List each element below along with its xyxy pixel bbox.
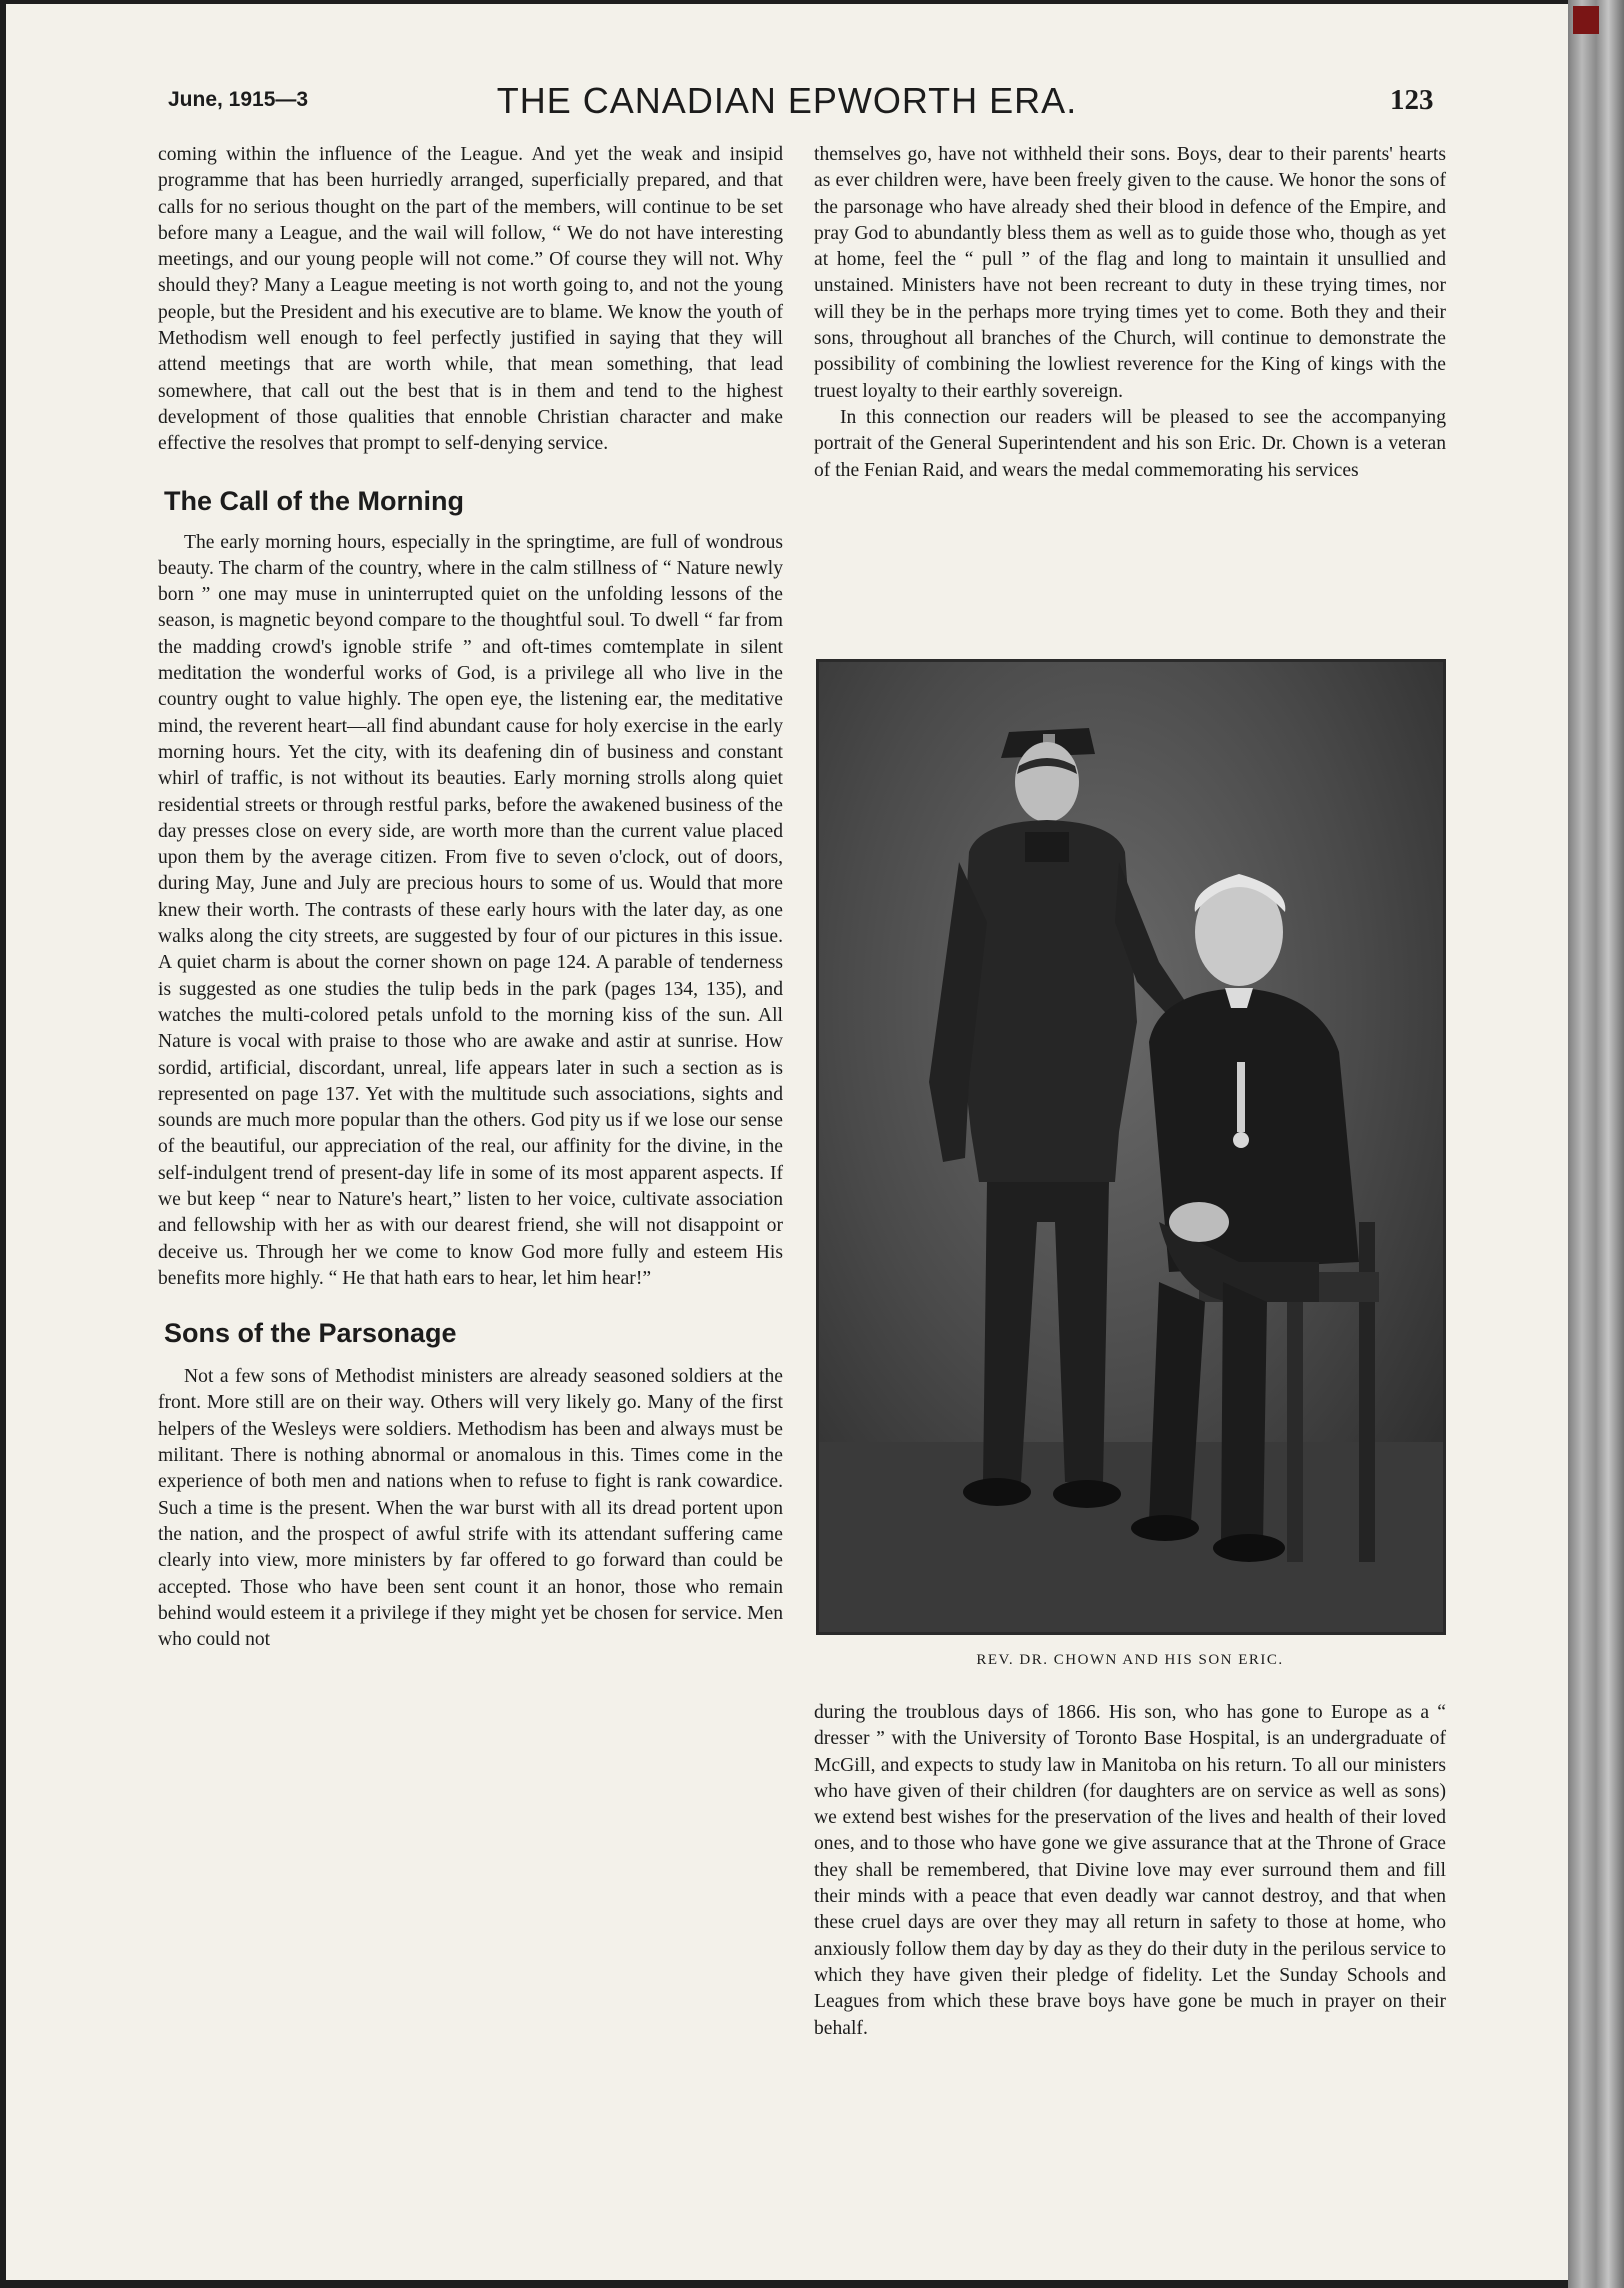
running-header (6, 80, 1568, 130)
intro-paragraph: coming within the influence of the League. And yet the weak and insipid programme that has been hurriedly arranged, superficially prepared, and that calls for no serious thought on the part of the members, will continue to be set before many a League, and the wail will follow, “ We do not have interesting meetings, and our young people will not come.” Of course they will not. Why should they? Many a League meeting is not worth going to, and not the young people, but the President and his executive are to blame. We know the youth of Methodism well enough to feel perfectly justified in saying that they will attend meetings that are worth while, that mean something, that lead somewhere, that call out the best that is in them and tend to the highest development of those qualities that ennoble Christian character and make effective the resolves that prompt to self-denying service. (158, 144, 783, 455)
heading-call-of-the-morning: The Call of the Morning (164, 485, 464, 516)
photo-caption: REV. DR. CHOWN AND HIS SON ERIC. (976, 1652, 1284, 1668)
book-binding-edge (1568, 0, 1624, 2288)
right-column-top (814, 142, 1446, 484)
page-number: 123 (1390, 84, 1434, 116)
morning-paragraph: The early morning hours, especially in the springtime, are full of wondrous beauty. The charm of the country, where in the calm stillness of “ Nature newly born ” one may muse in uninterrupted quiet on the unfolding lessons of the season, is magnetic beyond compare to the thoughtful soul. To dwell “ far from the madding crowd's ignoble strife ” and oft-times comtemplate in silent meditation the wonderful works of God, is a privilege all who live in the country ought to value highly. The open eye, the listening ear, the meditative mind, the reverent heart—all find abundant cause for holy exercise in the early morning hours. Yet the city, with its deafening din of business and constant whirl of traffic, is not without its beauties. Early morning strolls along quiet residential streets or through restful parks, before the awakened business of the day presses close on every side, are worth more than the current value placed upon them by the average citizen. From five to seven o'clock, out of doors, during May, June and July are precious hours to some of us. Would that more knew their worth. The contrasts of these early hours with the later day, as one walks along the city streets, are suggested by four of our pictures in this issue. A quiet charm is about the corner shown on page 124. A parable of tenderness is suggested as one studies the tulip beds in the park (pages 134, 135), and watches the multi-colored petals unfold to the morning kiss of the sun. All Nature is vocal with praise to those who are awake and astir at sunrise. How sordid, artificial, discordant, unreal, life appears later in such a section as is represented on page 137. Yet with the multitude such associations, sights and sounds are much more popular than the others. God pity us if we lose our sense of the beautiful, our appreciation of the real, our affinity for the divine, in the self-indulgent trend of present-day life in some of its most apparent aspects. If we but keep “ near to Nature's heart,” listen to her voice, cultivate association and fellowship with her as with our dearest friend, she will not disappoint or deceive us. Through her we come to know God more fully and esteem His benefits more highly. “ He that hath ears to hear, let him hear!” (158, 531, 783, 1289)
parsonage-continued-paragraph: themselves go, have not withheld their sons. Boys, dear to their parents' hearts as ever children were, have been freely given to the cause. We honor the sons of the parsonage who have already shed their blood in defence of the Empire, and pray God to abundantly bless them as well as to guide those who, though as yet at home, feel the “ pull ” of the flag and long to maintain it unsullied and unstained. Ministers have not been recreant to duty in these trying times, nor will they be in the perhaps more trying times yet to come. Both they and their sons, throughout all branches of the Church, will continue to demonstrate the possibility of combining the lowliest reverence for the King of kings with the truest loyalty to their earthly sovereign. (814, 144, 1446, 402)
issue-date: June, 1915—3 (168, 88, 309, 111)
publication-title: THE CANADIAN EPWORTH ERA. (496, 80, 1078, 121)
portrait-photograph (816, 659, 1446, 1635)
photo-floor (819, 1442, 1443, 1632)
binding-marker (1573, 6, 1599, 34)
heading-sons-of-the-parsonage: Sons of the Parsonage (164, 1318, 457, 1349)
chown-service-paragraph: during the troublous days of 1866. His son, who has gone to Europe as a “ dresser ” with the University of Toronto Base Hospital, is an undergraduate of McGill, and expects to study law in Manitoba on his return. To all our ministers who have given of their children (for daughters are on service as well as sons) we extend best wishes for the preservation of the lives and health of their loved ones, and to those who have gone we give assurance that at the Throne of Grace they shall be remembered, that Divine love may ever surround them and fill their minds with a peace that even deadly war cannot destroy, and that when these cruel days are over they may all return in safety to those at home, who anxiously follow them day by day as they do their duty in the perilous service to which they have given their pledge of fidelity. Let the Sunday Schools and Leagues from which these brave boys have gone be much in prayer on their behalf. (814, 1702, 1446, 2039)
magazine-page (6, 4, 1568, 2280)
left-column (158, 142, 783, 1653)
sons-paragraph: Not a few sons of Methodist ministers are already seasoned soldiers at the front. More still are on their way. Others will very likely go. Many of the first helpers of the Wesleys were soldiers. Methodism has been and always must be militant. There is nothing abnormal or anomalous in this. Times come in the experience of both men and nations when to refuse to fight is rank cowardice. Such a time is the present. When the war burst with all its dread portent upon the nation, and the prospect of awful strife with its attendant suffering came clearly into view, more ministers by far offered to go forward than could be accepted. Those who have been sent count it an honor, those who remain behind would esteem it a privilege if they might yet be chosen for service. Men who could not (158, 1366, 783, 1651)
portrait-intro-paragraph: In this connection our readers will be pleased to see the accompanying portrait of the General Superintendent and his son Eric. Dr. Chown is a veteran of the Fenian Raid, and wears the medal commemorating his services (814, 406, 1446, 481)
right-column-bottom (814, 1700, 1446, 2042)
portrait-illustration (819, 662, 1443, 1632)
